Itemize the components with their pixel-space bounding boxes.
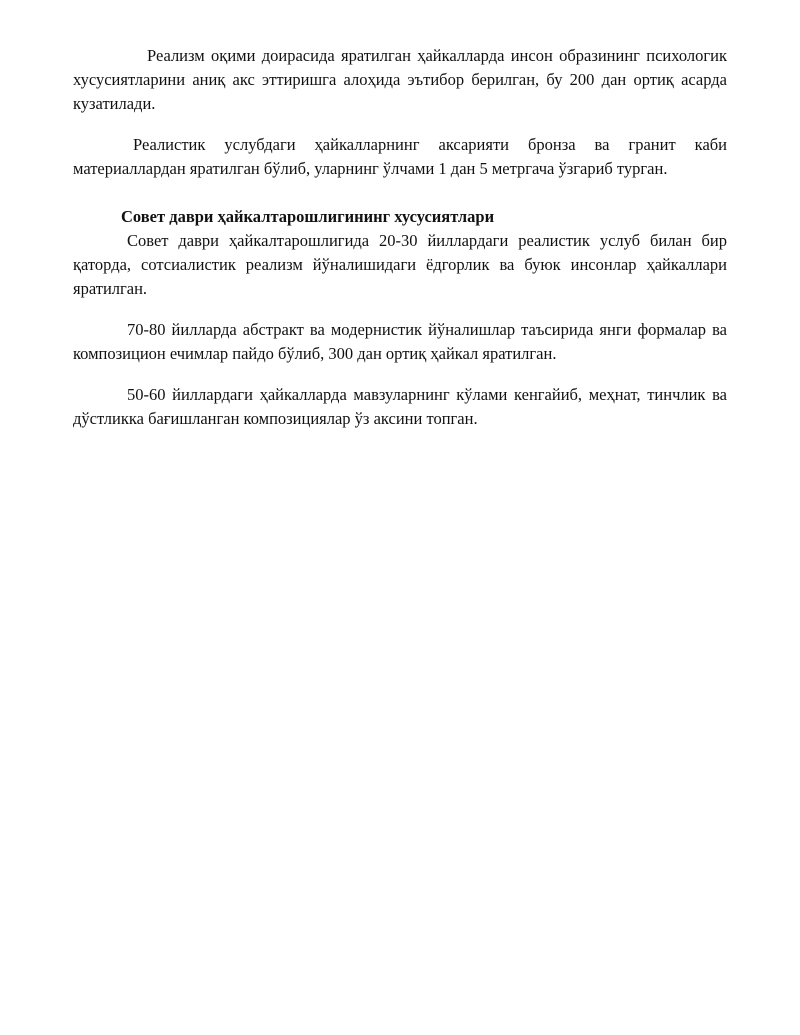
document-body — [73, 44, 727, 431]
paragraph-spacer — [73, 366, 727, 383]
paragraph-realism-materials: Реалистик услубдаги ҳайкалларнинг аксарияти бронза ва гранит каби материаллардан яратилган бўлиб, уларнинг ўлчами 1 дан 5 метргача ўзгариб турган. — [73, 135, 727, 178]
paragraph-spacer — [73, 301, 727, 318]
paragraph-spacer — [73, 116, 727, 133]
paragraph-realism-psychology: Реализм оқими доирасида яратилган ҳайкалларда инсон образининг психологик хусусиятларини аниқ акс эттиришга алоҳида эътибор берилган, бу 200 дан ортиқ асарда кузатилади. — [73, 46, 727, 113]
paragraph-soviet-sculpture: Совет даври ҳайкалтарошлигида 20-30 йиллардаги реалистик услуб билан бир қаторда, сотсиалистик реализм йўналишидаги ёдгорлик ва буюк инсонлар ҳайкаллари яратилган. — [73, 231, 727, 298]
paragraph-50-60-years: 50-60 йиллардаги ҳайкалларда мавзуларнинг кўлами кенгайиб, меҳнат, тинчлик ва дўстликка бағишланган композициялар ўз аксини топган. — [73, 385, 727, 428]
paragraph-70-80-years: 70-80 йилларда абстракт ва модернистик йўналишлар таъсирида янги формалар ва композицион ечимлар пайдо бўлиб, 300 дан ортиқ ҳайкал яратилган. — [73, 320, 727, 363]
section-spacer — [73, 181, 727, 205]
section-heading: Совет даври ҳайкалтарошлигининг хусусиятлари — [121, 207, 495, 226]
